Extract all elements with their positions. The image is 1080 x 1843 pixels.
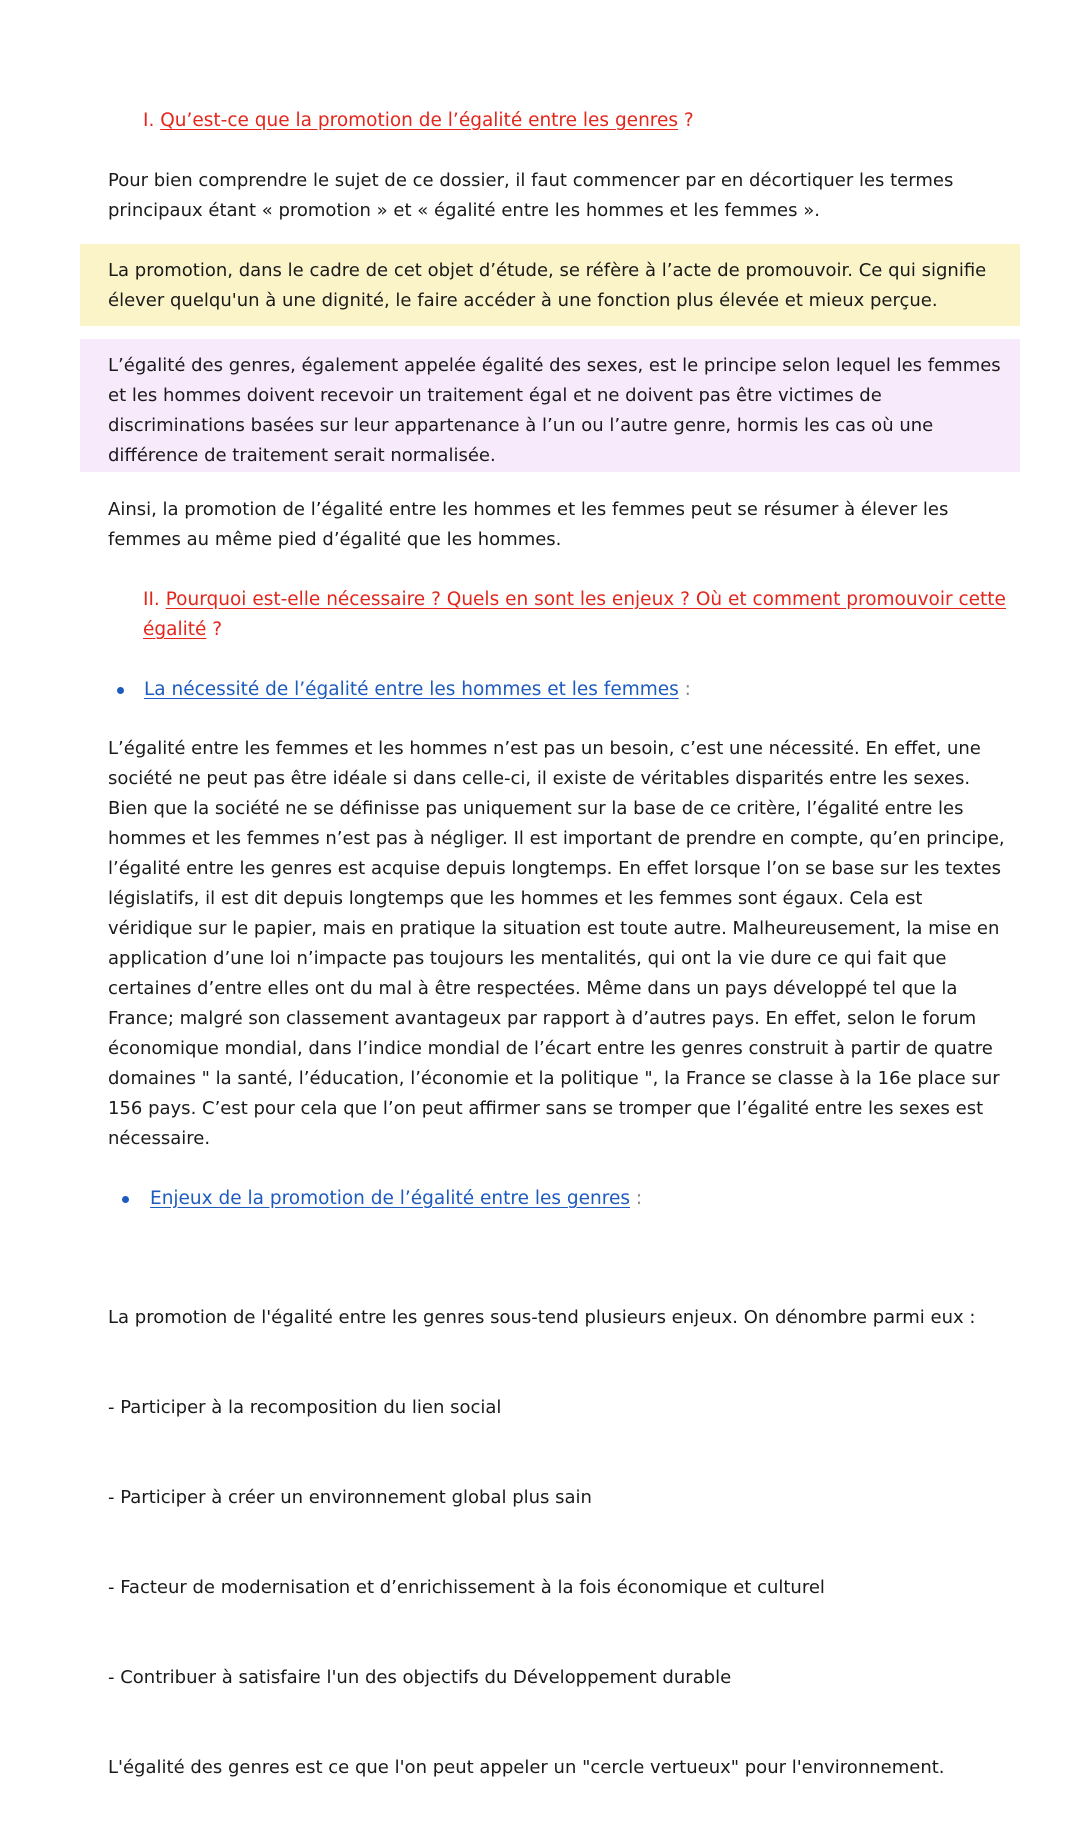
bullet-heading-necessite: La nécessité de l’égalité entre les hommes et les femmes :	[144, 679, 691, 700]
section-2-number: II.	[143, 589, 160, 610]
definition-egalite-text: L’égalité des genres, également appelée égalité des sexes, est le principe selon lequel les femmes et les hommes doivent recevoir un traitement égal et ne doivent pas être victimes de discriminations basées sur leur appartenance à l’un ou l’autre genre, hormis les cas où une différence de traitement serait normalisée.	[108, 355, 1001, 466]
section-1-number: I.	[143, 110, 155, 131]
section-2-title-line2: égalité	[143, 619, 207, 640]
necessite-paragraph: L’égalité entre les femmes et les hommes n’est pas un besoin, c’est une nécessité. En effet, une société ne peut pas être idéale si dans celle-ci, il existe de véritables disparités entre les sexes. Bien que la société ne se définisse pas uniquement sur la base de ce critère, l’égalité entre les hommes et les femmes n’est pas à négliger. Il est important de prendre en compte, qu’en principe, l’égalité entre les genres est acquise depuis longtemps. En effet lorsque l’on se base sur les textes législatifs, il est dit depuis longtemps que les hommes et les femmes sont égaux. Cela est véridique sur le papier, mais en pratique la situation est toute autre. Malheureusement, la mise en application d’une loi n’impacte pas toujours les mentalités, qui ont la vie dure ce qui fait que certaines d’entre elles ont du mal à être respectées. Même dans un pays développé tel que la France; malgré son classement avantageux par rapport à d’autres pays. En effet, selon le forum économique mondial, dans l’indice mondial de l’écart entre les genres construit à partir de quatre domaines " la santé, l’éducation, l’économie et la politique ", la France se classe à la 16e place sur 156 pays. C’est pour cela que l’on peut affirmer sans se tromper que l’égalité entre les sexes est nécessaire.	[108, 738, 1005, 1149]
section-1-heading	[143, 106, 694, 136]
definition-egalite-box	[80, 339, 1020, 472]
section-1-suffix: ?	[683, 110, 694, 131]
definition-promotion-box	[80, 244, 1020, 326]
section-2-suffix: ?	[212, 619, 223, 640]
definition-promotion-text: La promotion, dans le cadre de cet objet d’étude, se réfère à l’acte de promouvoir. Ce qui signifie élever quelqu'un à une dignité, le faire accéder à une fonction plus élevée et mieux perçue.	[108, 260, 987, 311]
bullet-dot-icon	[122, 1196, 129, 1203]
conclusion-paragraph: Ainsi, la promotion de l’égalité entre les hommes et les femmes peut se résumer à élever les femmes au même pied d’égalité que les hommes.	[108, 499, 949, 550]
section-2-heading	[143, 585, 1023, 645]
enjeux-paragraph: La promotion de l'égalité entre les genres sous-tend plusieurs enjeux. On dénombre parmi eux : - Participer à la recomposition du lien social - Participer à créer un environnement global plus sain - Facteur de modernisation et d’enrichissement à la fois économique et culturel - Contribuer à satisfaire l'un des objectifs du Développement durable L'égalité des genres est ce que l'on peut appeler un "cercle vertueux" pour l'environnement.	[108, 1307, 976, 1778]
section-1-title: Qu’est-ce que la promotion de l’égalité entre les genres	[160, 110, 679, 131]
section-2-title-line1: Pourquoi est-elle nécessaire ? Quels en sont les enjeux ? Où et comment promouvoir cette	[165, 589, 1006, 610]
intro-paragraph: Pour bien comprendre le sujet de ce dossier, il faut commencer par en décortiquer les termes principaux étant « promotion » et « égalité entre les hommes et les femmes ».	[108, 170, 954, 221]
bullet-dot-icon	[117, 687, 124, 694]
bullet-heading-enjeux: Enjeux de la promotion de l’égalité entre les genres :	[150, 1188, 643, 1209]
